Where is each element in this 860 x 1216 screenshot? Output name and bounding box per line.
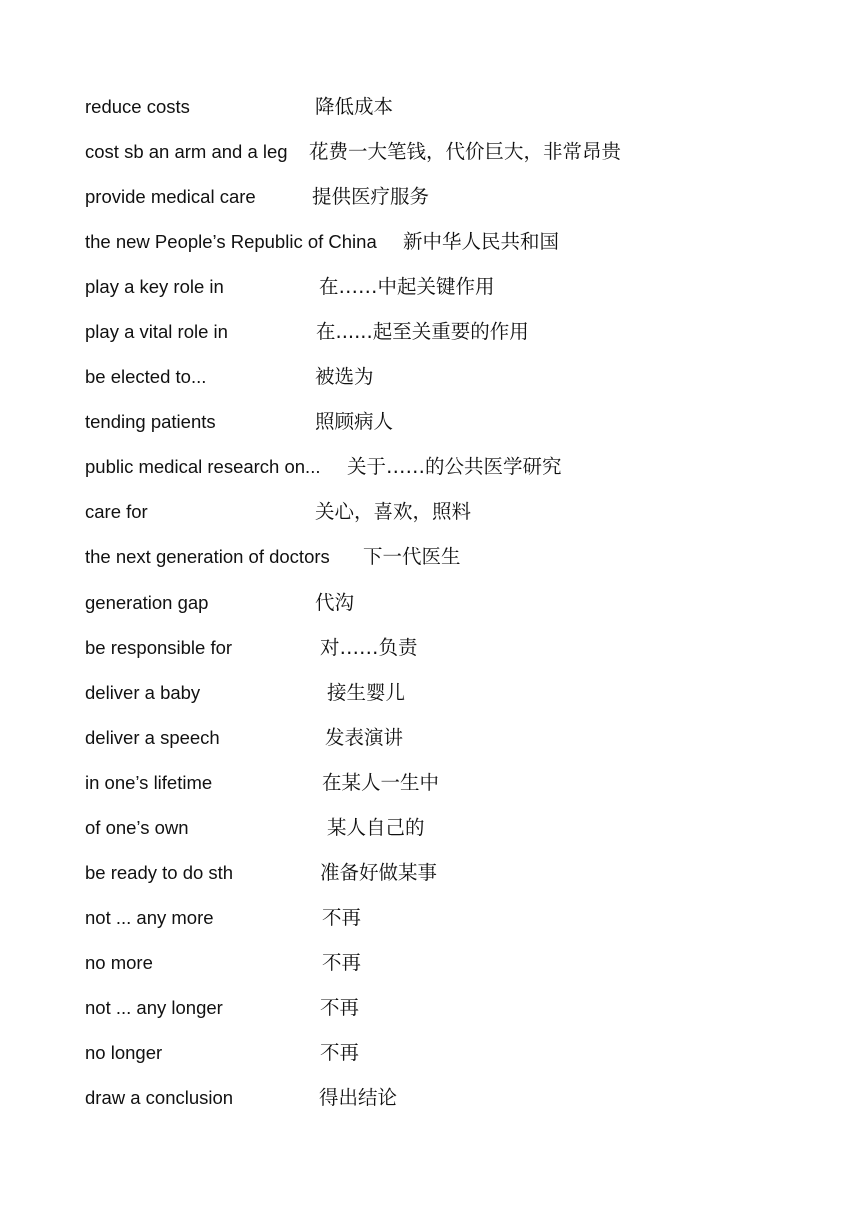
chinese-translation: 关于……的公共医学研究 xyxy=(347,455,562,479)
english-phrase: not ... any more xyxy=(85,906,214,928)
chinese-translation: 不再 xyxy=(320,1040,360,1064)
phrase-row xyxy=(85,137,785,182)
phrase-row xyxy=(85,317,785,362)
english-phrase: tending patients xyxy=(85,411,216,433)
phrase-row xyxy=(85,452,785,497)
chinese-translation: 降低成本 xyxy=(315,95,394,118)
english-phrase: reduce costs xyxy=(85,96,190,117)
english-phrase: no more xyxy=(85,951,153,973)
phrase-row xyxy=(85,542,785,587)
chinese-translation: 下一代医生 xyxy=(363,545,461,569)
english-phrase: not ... any longer xyxy=(85,996,223,1018)
english-phrase: be responsible for xyxy=(85,636,233,658)
phrase-row xyxy=(85,588,785,633)
phrase-row xyxy=(85,813,785,858)
chinese-translation: 被选为 xyxy=(315,365,374,389)
chinese-translation: 准备好做某事 xyxy=(320,860,438,884)
chinese-translation: 接生婴儿 xyxy=(327,680,406,704)
phrase-row xyxy=(85,768,785,813)
chinese-translation: 对……负责 xyxy=(320,635,418,659)
english-phrase: be ready to do sth xyxy=(85,861,234,883)
phrase-row xyxy=(85,272,785,317)
chinese-translation: 花费一大笔钱，代价巨大，非常昂贵 xyxy=(309,140,622,164)
chinese-translation: 不再 xyxy=(320,995,360,1019)
chinese-translation: 不再 xyxy=(322,905,362,929)
phrase-row xyxy=(85,1083,785,1128)
chinese-translation: 得出结论 xyxy=(319,1086,398,1110)
phrase-row xyxy=(85,948,785,993)
chinese-translation: 关心，喜欢，照料 xyxy=(315,500,472,524)
english-phrase: deliver a speech xyxy=(85,726,220,748)
phrase-row xyxy=(85,227,785,272)
chinese-translation: 照顾病人 xyxy=(315,410,394,434)
chinese-translation: 在某人一生中 xyxy=(322,770,440,794)
english-phrase: the next generation of doctors xyxy=(85,546,330,568)
phrase-row xyxy=(85,1038,785,1083)
english-phrase: provide medical care xyxy=(85,186,256,208)
english-phrase: no longer xyxy=(85,1041,163,1063)
chinese-translation: 在......起至关重要的作用 xyxy=(316,320,529,344)
phrase-row xyxy=(85,92,785,137)
phrase-row xyxy=(85,858,785,903)
english-phrase: of one’s own xyxy=(85,816,189,838)
english-phrase: public medical research on... xyxy=(85,456,321,478)
chinese-translation: 提供医疗服务 xyxy=(312,185,430,209)
phrase-row xyxy=(85,678,785,723)
phrase-row xyxy=(85,362,785,407)
chinese-translation: 在……中起关键作用 xyxy=(319,275,495,299)
english-phrase: generation gap xyxy=(85,591,209,613)
chinese-translation: 不再 xyxy=(322,950,362,974)
english-phrase: play a key role in xyxy=(85,276,224,298)
chinese-translation: 新中华人民共和国 xyxy=(403,230,560,254)
english-phrase: cost sb an arm and a leg xyxy=(85,141,288,163)
english-phrase: be elected to... xyxy=(85,366,207,388)
english-phrase: draw a conclusion xyxy=(85,1087,234,1109)
phrase-row xyxy=(85,903,785,948)
english-phrase: deliver a baby xyxy=(85,681,201,703)
phrase-list xyxy=(85,92,785,1128)
english-phrase: in one’s lifetime xyxy=(85,771,213,793)
phrase-row xyxy=(85,407,785,452)
english-phrase: play a vital role in xyxy=(85,321,228,343)
english-phrase: care for xyxy=(85,501,148,523)
english-phrase: the new People’s Republic of China xyxy=(85,231,377,253)
phrase-row xyxy=(85,723,785,768)
phrase-row xyxy=(85,497,785,542)
phrase-row xyxy=(85,633,785,678)
chinese-translation: 某人自己的 xyxy=(327,815,425,839)
chinese-translation: 发表演讲 xyxy=(325,725,404,749)
chinese-translation: 代沟 xyxy=(315,590,355,614)
phrase-row xyxy=(85,182,785,227)
phrase-row xyxy=(85,993,785,1038)
